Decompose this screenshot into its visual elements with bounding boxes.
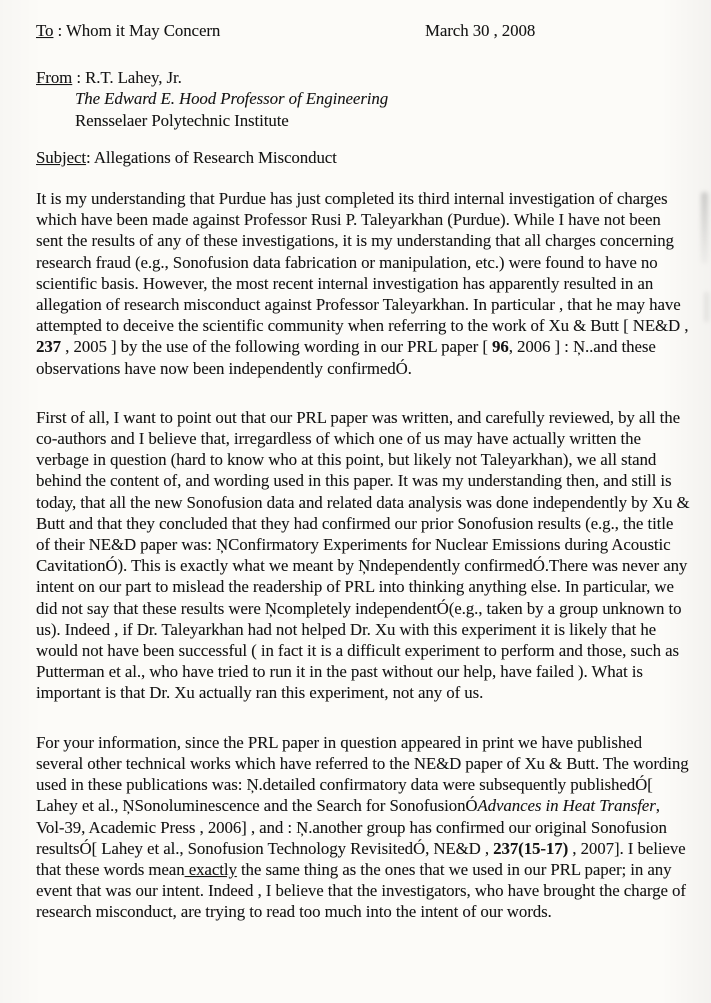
from-value: : R.T. Lahey, Jr.: [72, 68, 182, 88]
text-segment: Advances in Heat Transfer: [477, 796, 656, 816]
text-segment: , Vol-39, Academic Press , 2006] , and : Ņ.another group has confirmed our original Sonofusion resultsÓ[ Lahey et al., Sonofusion Technology RevisitedÓ, NE&D ,: [36, 796, 667, 858]
paragraph-prl-paper-defense: [36, 407, 691, 704]
text-segment: 237(15-17): [493, 838, 569, 858]
to-label: To: [36, 21, 54, 40]
subject-value: : Allegations of Research Misconduct: [86, 147, 337, 167]
to-field: [36, 21, 220, 40]
paragraph-investigation: [36, 188, 691, 379]
text-segment: , 2005 ] by the use of the following wording in our PRL paper [: [61, 337, 493, 357]
text-segment: , 2007]. I believe that these words mean: [36, 838, 686, 879]
from-line: [36, 67, 691, 88]
to-value: : Whom it May Concern: [53, 21, 221, 40]
text-segment: For your information, since the PRL paper in question appeared in print we have published several other technical works which have referred to the NE&D paper of Xu & Butt. The wording used in these publications was: Ņ.detailed confirmatory data were subsequently publishedÓ[ Lahey et al., ŅSonoluminescence and the Search for SonofusionÓ: [36, 732, 689, 816]
subject-line: [36, 147, 691, 168]
scan-artifact: [701, 192, 708, 264]
text-segment: It is my understanding that Purdue has just completed its third internal investigation of charges which have been made against Professor Rusi P. Taleyarkhan (Purdue). While I have not been sent the results of any of these investigations, it is my understanding that all charges concerning research fraud (e.g., Sonofusion data fabrication or manipulation, etc.) were found to have no scientific basis. However, the most recent internal investigation has apparently resulted in an allegation of research misconduct against Professor Taleyarkhan. In particular , that he may have attempted to deceive the scientific community when referring to the work of Xu & Butt [ NE&D ,: [36, 189, 689, 336]
text-segment: 96: [492, 337, 509, 357]
text-segment: First of all, I want to point out that our PRL paper was written, and carefully reviewed, by all the co-authors and I believe that, irregardless of which one of us may have actually written the verbage in question (hard to know who at this point, but likely not Taleyarkhan), we all stand behind the content of, and wording used in this paper. It was my understanding then, and still is today, that all the new Sonofusion data and related data analysis was done independently by Xu & Butt and that they concluded that they had confirmed our prior Sonofusion results (e.g., the title of their NE&D paper was: ŅConfirmatory Experiments for Nuclear Emissions during Acoustic CavitationÓ). This is exactly what we meant by Ņndependently confirmedÓ.There was never any intent on our part to mislead the readership of PRL into thinking anything else. In particular, we did not say that these results were Ņcompletely independentÓ(e.g., taken by a group unknown to us). Indeed , if Dr. Taleyarkhan had not helped Dr. Xu with this experiment it is likely that he would not have been successful ( in fact it is a difficult experiment to perform and those, such as Putterman et al., who have tried to run it in the past without our help, have failed ). What is important is that Dr. Xu actually ran this experiment, not any of us.: [36, 407, 690, 703]
from-title: The Edward E. Hood Professor of Engineering: [75, 89, 389, 109]
text-segment: the same thing as the ones that we used in our PRL paper; in any event that was our intent. Indeed , I believe that the investigators, who have brought the charge of research misconduct, are trying to read too much into the intent of our words.: [36, 859, 686, 922]
text-segment: 237: [36, 337, 62, 357]
from-label: From: [36, 68, 73, 88]
text-segment: , 2006 ] : Ņ..and these observations have now been independently confirmedÓ.: [36, 337, 656, 378]
date: March 30 , 2008: [425, 21, 536, 40]
to-line: [36, 20, 691, 41]
scan-artifact: [704, 292, 709, 322]
subject-label: Subject: [36, 147, 86, 167]
text-segment: exactly: [184, 859, 237, 879]
paragraph-publications: [36, 732, 691, 923]
from-institution: Rensselaer Polytechnic Institute: [75, 110, 289, 130]
from-block: [36, 67, 691, 131]
